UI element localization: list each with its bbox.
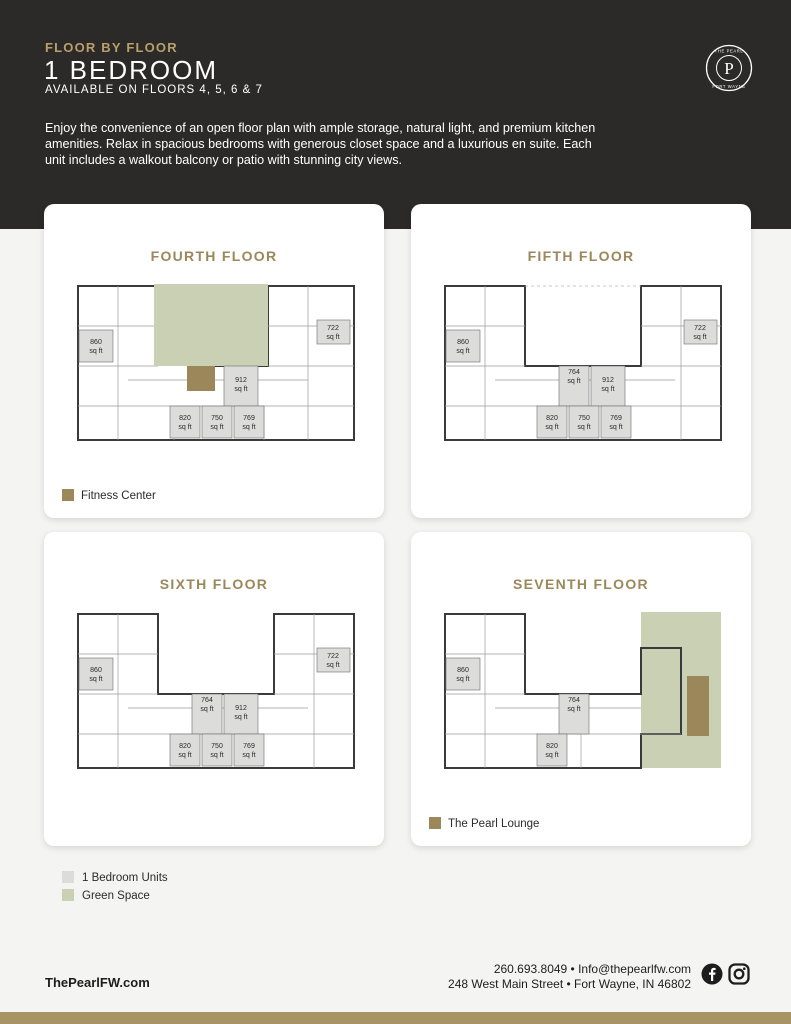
unit-label: 820 — [546, 415, 558, 422]
intro-paragraph: Enjoy the convenience of an open floor plan with ample storage, natural light, and premium kitchen amenities. Relax in spacious bedrooms with generous closet space and a luxurious en suite. Each unit includes a walkout balcony or patio with stunning city views. — [45, 121, 596, 167]
floor-title: SIXTH FLOOR — [159, 576, 269, 592]
unit-label: 750 — [578, 415, 590, 422]
green-space-swatch — [62, 889, 74, 901]
instagram-icon[interactable] — [728, 963, 750, 985]
unit-label: sq ft — [234, 386, 248, 393]
unit-label: sq ft — [545, 424, 559, 431]
legend-label: Fitness Center — [81, 490, 156, 502]
website-link[interactable]: ThePearlFW.com — [45, 975, 150, 990]
unit-label: 750 — [211, 415, 223, 422]
unit-label: 820 — [179, 743, 191, 750]
eyebrow-label: FLOOR BY FLOOR — [45, 40, 178, 55]
unit-label: sq ft — [210, 424, 224, 431]
svg-text:P: P — [724, 59, 734, 78]
floor-plan-seventh — [441, 608, 725, 786]
unit-label: 769 — [243, 743, 255, 750]
floor-plan-fourth — [74, 280, 358, 458]
svg-text:THE PEARL: THE PEARL — [714, 48, 744, 54]
contact-block — [448, 962, 691, 992]
unit-label: sq ft — [609, 424, 623, 431]
unit-label: 750 — [211, 743, 223, 750]
floor-card-fourth — [44, 204, 384, 518]
unit-label: 764 — [201, 697, 213, 704]
unit-label: sq ft — [456, 676, 470, 683]
unit-label: sq ft — [178, 424, 192, 431]
unit-label: 764 — [568, 697, 580, 704]
floor-card-fifth — [411, 204, 751, 518]
unit-label: sq ft — [210, 752, 224, 759]
unit-label: sq ft — [234, 714, 248, 721]
unit-label: 820 — [179, 415, 191, 422]
floor-title: FOURTH FLOOR — [150, 248, 278, 264]
unit-label: sq ft — [200, 706, 214, 713]
unit-label: sq ft — [242, 424, 256, 431]
floor-card-seventh — [411, 532, 751, 846]
amenity-swatch — [62, 489, 74, 501]
unit-label: 722 — [694, 325, 706, 332]
legend-label: Green Space — [82, 890, 150, 902]
floor-title: FIFTH FLOOR — [527, 248, 635, 264]
amenity-swatch — [429, 817, 441, 829]
footer-accent-bar — [0, 1012, 791, 1024]
unit-label: sq ft — [89, 676, 103, 683]
legend-label: 1 Bedroom Units — [82, 872, 168, 884]
legend-bedroom-units — [62, 871, 168, 884]
unit-label: 912 — [235, 377, 247, 384]
unit-label: 860 — [90, 339, 102, 346]
phone-email-line[interactable]: 260.693.8049 • Info@thepearlfw.com — [493, 962, 691, 976]
unit-label: 912 — [602, 377, 614, 384]
address-line: 248 West Main Street • Fort Wayne, IN 46802 — [448, 977, 691, 991]
bedroom-unit-swatch — [62, 871, 74, 883]
unit-label: 912 — [235, 705, 247, 712]
unit-label: 764 — [568, 369, 580, 376]
unit-label: sq ft — [456, 348, 470, 355]
header-band — [0, 0, 791, 229]
legend-green-space — [62, 889, 150, 902]
pearl-logo — [705, 44, 753, 92]
unit-label: sq ft — [567, 378, 581, 385]
unit-label: 769 — [243, 415, 255, 422]
availability-subtitle: AVAILABLE ON FLOORS 4, 5, 6 & 7 — [45, 84, 263, 96]
unit-label: sq ft — [601, 386, 615, 393]
unit-label: sq ft — [693, 334, 707, 341]
unit-label: 722 — [327, 653, 339, 660]
unit-label: 860 — [457, 667, 469, 674]
unit-label: 769 — [610, 415, 622, 422]
unit-label: 860 — [457, 339, 469, 346]
floor-plan-fifth — [441, 280, 725, 458]
pearl-lounge-legend — [429, 817, 539, 830]
unit-label: sq ft — [326, 662, 340, 669]
unit-label: sq ft — [326, 334, 340, 341]
unit-label: sq ft — [242, 752, 256, 759]
page-title: 1 BEDROOM — [44, 55, 219, 85]
unit-label: sq ft — [577, 424, 591, 431]
svg-text:FORT WAYNE: FORT WAYNE — [712, 83, 746, 89]
unit-label: 860 — [90, 667, 102, 674]
unit-label: 722 — [327, 325, 339, 332]
floor-title: SEVENTH FLOOR — [513, 576, 649, 592]
fitness-center-legend — [62, 489, 156, 502]
unit-label: 820 — [546, 743, 558, 750]
unit-label: sq ft — [89, 348, 103, 355]
floor-card-sixth — [44, 532, 384, 846]
legend-label: The Pearl Lounge — [448, 818, 540, 830]
unit-label: sq ft — [567, 706, 581, 713]
facebook-icon[interactable] — [701, 963, 723, 985]
floor-plan-sixth — [74, 608, 358, 786]
unit-label: sq ft — [545, 752, 559, 759]
unit-label: sq ft — [178, 752, 192, 759]
